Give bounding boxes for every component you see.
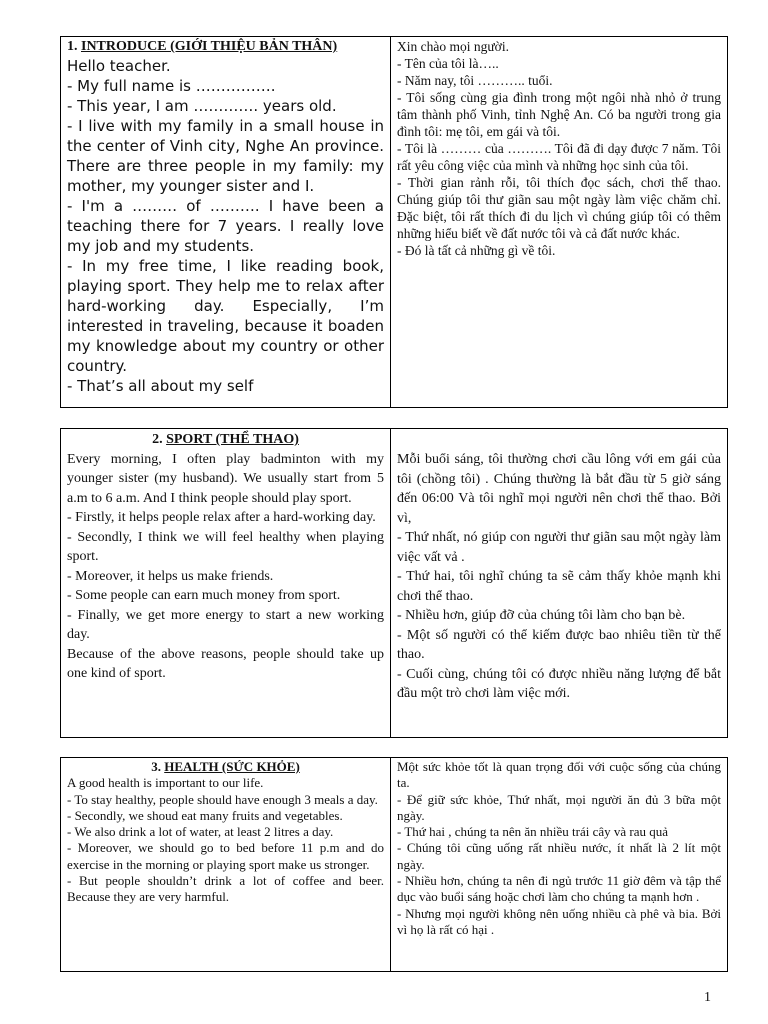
section-health-english xyxy=(61,758,391,971)
english-line: - I'm a ……… of ………. I have been a teaching there for 7 years. I really love my job and my students. xyxy=(67,197,384,255)
english-line: - Moreover, we should go to bed before 11 p.m and do exercise in the morning or playing sport make us stronger. xyxy=(67,840,384,872)
section-health-table xyxy=(60,757,728,972)
english-line: - We also drink a lot of water, at least 2 litres a day. xyxy=(67,824,334,840)
vietnamese-line: - Tôi sống cùng gia đình trong một ngôi nhà nhỏ ở trung tâm thành phố Vinh, tỉnh Nghệ An. Có ba người trong gia đình tôi: mẹ tôi, em gái và tôi. xyxy=(397,90,721,139)
english-line: - My full name is ……………. xyxy=(67,77,276,95)
vietnamese-line: - Nhiều hơn, giúp đỡ của chúng tôi làm cho bạn bè. xyxy=(397,608,686,623)
vietnamese-line: - Nhưng mọi người không nên uống nhiều cà phê và bia. Bởi vì họ là rất có hại . xyxy=(397,905,721,937)
english-line: - Secondly, we shoud eat many fruits and vegetables. xyxy=(67,807,343,823)
english-line: Hello teacher. xyxy=(67,57,171,75)
section-heading xyxy=(67,430,384,450)
english-line: A good health is important to our life. xyxy=(67,775,264,791)
vietnamese-line: - Thứ hai, tôi nghĩ chúng ta sẽ cảm thấy khỏe mạnh khi chơi thể thao. xyxy=(397,569,721,604)
english-line: - Secondly, I think we will feel healthy when playing sport. xyxy=(67,529,384,564)
section-sport-vietnamese xyxy=(391,429,727,737)
vietnamese-line: - Thứ hai , chúng ta nên ăn nhiều trái cây và rau quả xyxy=(397,824,669,840)
section-title: INTRODUCE (GIỚI THIỆU BẢN THÂN) xyxy=(81,39,338,54)
vietnamese-line: - Năm nay, tôi ……….. tuổi. xyxy=(397,73,553,88)
vietnamese-line: - Tên của tôi là….. xyxy=(397,56,499,71)
english-line: Because of the above reasons, people should take up one kind of sport. xyxy=(67,646,384,681)
section-introduce-english xyxy=(61,37,391,407)
vietnamese-line: - Một số người có thể kiếm được bao nhiêu tiền từ thể thao. xyxy=(397,627,721,662)
vietnamese-line: Xin chào mọi người. xyxy=(397,39,509,54)
section-heading xyxy=(67,38,384,56)
english-line: - In my free time, I like reading book, playing sport. They help me to relax after hard-working day. Especially, I’m interested in traveling, because it boaden my knowledge about my country or other country. xyxy=(67,257,384,375)
english-line: - Firstly, it helps people relax after a hard-working day. xyxy=(67,510,376,525)
section-title: SPORT (THỂ THAO) xyxy=(166,432,299,447)
section-sport-english xyxy=(61,429,391,737)
section-number: 1. xyxy=(67,39,78,54)
section-sport-table xyxy=(60,428,728,738)
english-line: - Moreover, it helps us make friends. xyxy=(67,568,274,584)
english-line: - Some people can earn much money from sport. xyxy=(67,588,341,603)
section-heading xyxy=(67,759,384,775)
vietnamese-line: Một sức khỏe tốt là quan trọng đối với cuộc sống của chúng ta. xyxy=(397,759,721,791)
vietnamese-line: Mỗi buổi sáng, tôi thường chơi cầu lông với em gái của tôi (chồng tôi) . Chúng thường là bắt đầu từ 5 giờ sáng đến 06:00 Và tôi nghĩ mọi người nên chơi thể thao. Bởi vì, xyxy=(397,452,721,526)
section-number: 3. xyxy=(151,759,161,774)
vietnamese-line: - Thứ nhất, nó giúp con người thư giãn sau một ngày làm việc vất vả . xyxy=(397,530,721,565)
english-line: - That’s all about my self xyxy=(67,377,254,395)
english-line: - Finally, we get more energy to start a new working day. xyxy=(67,607,384,642)
vietnamese-line: - Đó là tất cả những gì về tôi. xyxy=(397,243,556,258)
page-number: 1 xyxy=(704,990,711,1005)
vietnamese-line: - Thời gian rảnh rỗi, tôi thích đọc sách, chơi thể thao. Chúng giúp tôi thư giãn sau một ngày làm việc chăm chỉ. Đặc biệt, tôi rất thích đi du lịch vì chúng giúp tôi có thêm những hiểu biết về đất nước tôi và cả đất nước khác. xyxy=(397,175,721,241)
section-introduce-vietnamese xyxy=(391,37,727,407)
english-line: Every morning, I often play badminton with my younger sister (my husband). We usually start from 5 a.m to 6 a.m. And I think people should play sport. xyxy=(67,451,384,506)
english-line: - To stay healthy, people should have enough 3 meals a day. xyxy=(67,791,378,807)
english-line: - I live with my family in a small house in the center of Vinh city, Nghe An province. There are three people in my family: my mother, my younger sister and I. xyxy=(67,117,384,195)
section-introduce-table xyxy=(60,36,728,408)
section-number: 2. xyxy=(152,432,163,447)
english-line: - This year, I am …………. years old. xyxy=(67,97,337,115)
vietnamese-line: - Chúng tôi cũng uống rất nhiều nước, ít nhất là 2 lít một ngày. xyxy=(397,840,721,872)
section-title: HEALTH (SỨC KHỎE) xyxy=(164,759,300,774)
section-health-vietnamese xyxy=(391,758,727,971)
english-line: - But people shouldn’t drink a lot of coffee and beer. Because they are very harmful. xyxy=(67,873,384,905)
vietnamese-line: - Để giữ sức khỏe, Thứ nhất, mọi người ăn đủ 3 bữa một ngày. xyxy=(397,791,721,823)
vietnamese-line: - Nhiều hơn, chúng ta nên đi ngủ trước 11 giờ đêm và tập thể dục vào buổi sáng hoặc chơi làm cho chúng ta mạnh hơn . xyxy=(397,873,721,905)
vietnamese-line: - Tôi là ……… của ………. Tôi đã đi dạy được 7 năm. Tôi rất yêu công việc của mình và những học sinh của tôi. xyxy=(397,141,721,173)
vietnamese-line: - Cuối cùng, chúng tôi có được nhiều năng lượng để bắt đầu một trò chơi làm việc mới. xyxy=(397,666,721,701)
